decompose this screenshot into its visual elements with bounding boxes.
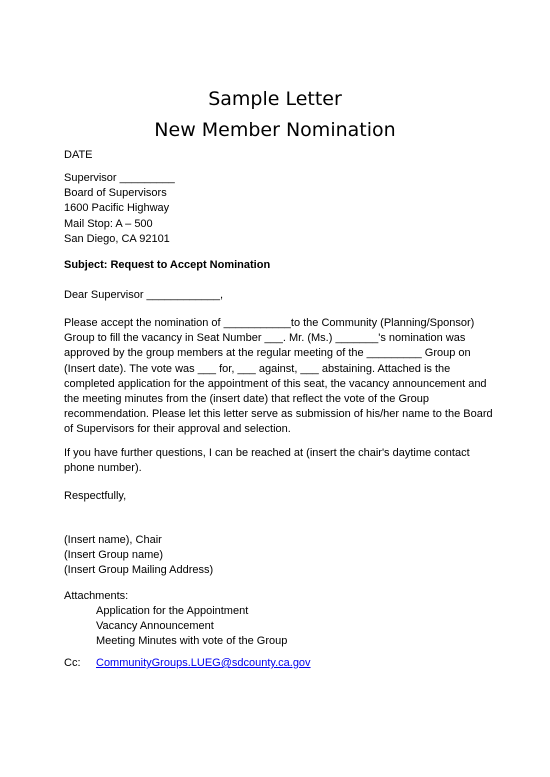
paragraph-line: (Insert date). The vote was ___ for, ___ against, ___ abstaining. Attached is the — [64, 362, 451, 375]
cc-label: Cc: — [64, 657, 81, 669]
cc-email-link[interactable]: CommunityGroups.LUEG@sdcounty.ca.gov — [96, 657, 311, 669]
recipient-address — [64, 171, 484, 247]
letter-date: DATE — [64, 149, 93, 161]
attachment-item: Meeting Minutes with vote of the Group — [96, 635, 288, 648]
address-line: Supervisor _________ — [64, 172, 175, 184]
address-line: Mail Stop: A – 500 — [64, 217, 153, 230]
paragraph-line: recommendation. Please let this letter serve as submission of his/her name to the Board — [64, 408, 493, 421]
address-line: Board of Supervisors — [64, 187, 167, 200]
paragraph-line: If you have further questions, I can be reached at (insert the chair's daytime contact — [64, 447, 470, 459]
body-paragraph-2 — [64, 446, 484, 476]
paragraph-line: approved by the group members at the regular meeting of the _________ Group on — [64, 347, 471, 360]
address-line: San Diego, CA 92101 — [64, 232, 170, 245]
letter-subtitle: New Member Nomination — [154, 119, 396, 141]
salutation: Dear Supervisor ____________, — [64, 289, 224, 301]
paragraph-line: phone number). — [64, 462, 142, 475]
subject-line: Subject: Request to Accept Nomination — [64, 259, 271, 271]
attachment-item: Application for the Appointment — [96, 605, 249, 617]
attachments-list — [96, 604, 396, 650]
paragraph-line: Please accept the nomination of ___________to the Community (Planning/Sponsor) — [64, 317, 475, 329]
signature-block — [64, 533, 484, 579]
paragraph-line: Group to fill the vacancy in Seat Number ___. Mr. (Ms.) _______'s nomination was — [64, 332, 466, 345]
attachment-item: Vacancy Announcement — [96, 620, 214, 633]
body-paragraph-1 — [64, 316, 493, 438]
closing: Respectfully, — [64, 490, 127, 502]
letter-title: Sample Letter — [208, 88, 342, 110]
attachments-label: Attachments: — [64, 590, 129, 602]
paragraph-line: completed application for the appointment of this seat, the vacancy announcement and — [64, 377, 487, 390]
paragraph-line: the meeting minutes from the (insert date) that reflect the vote of the Group — [64, 393, 430, 406]
signature-line: (Insert Group Mailing Address) — [64, 564, 214, 577]
signature-line: (Insert Group name) — [64, 549, 164, 562]
signature-line: (Insert name), Chair — [64, 534, 162, 546]
address-line: 1600 Pacific Highway — [64, 202, 170, 215]
paragraph-line: of Supervisors for their approval and selection. — [64, 423, 291, 436]
